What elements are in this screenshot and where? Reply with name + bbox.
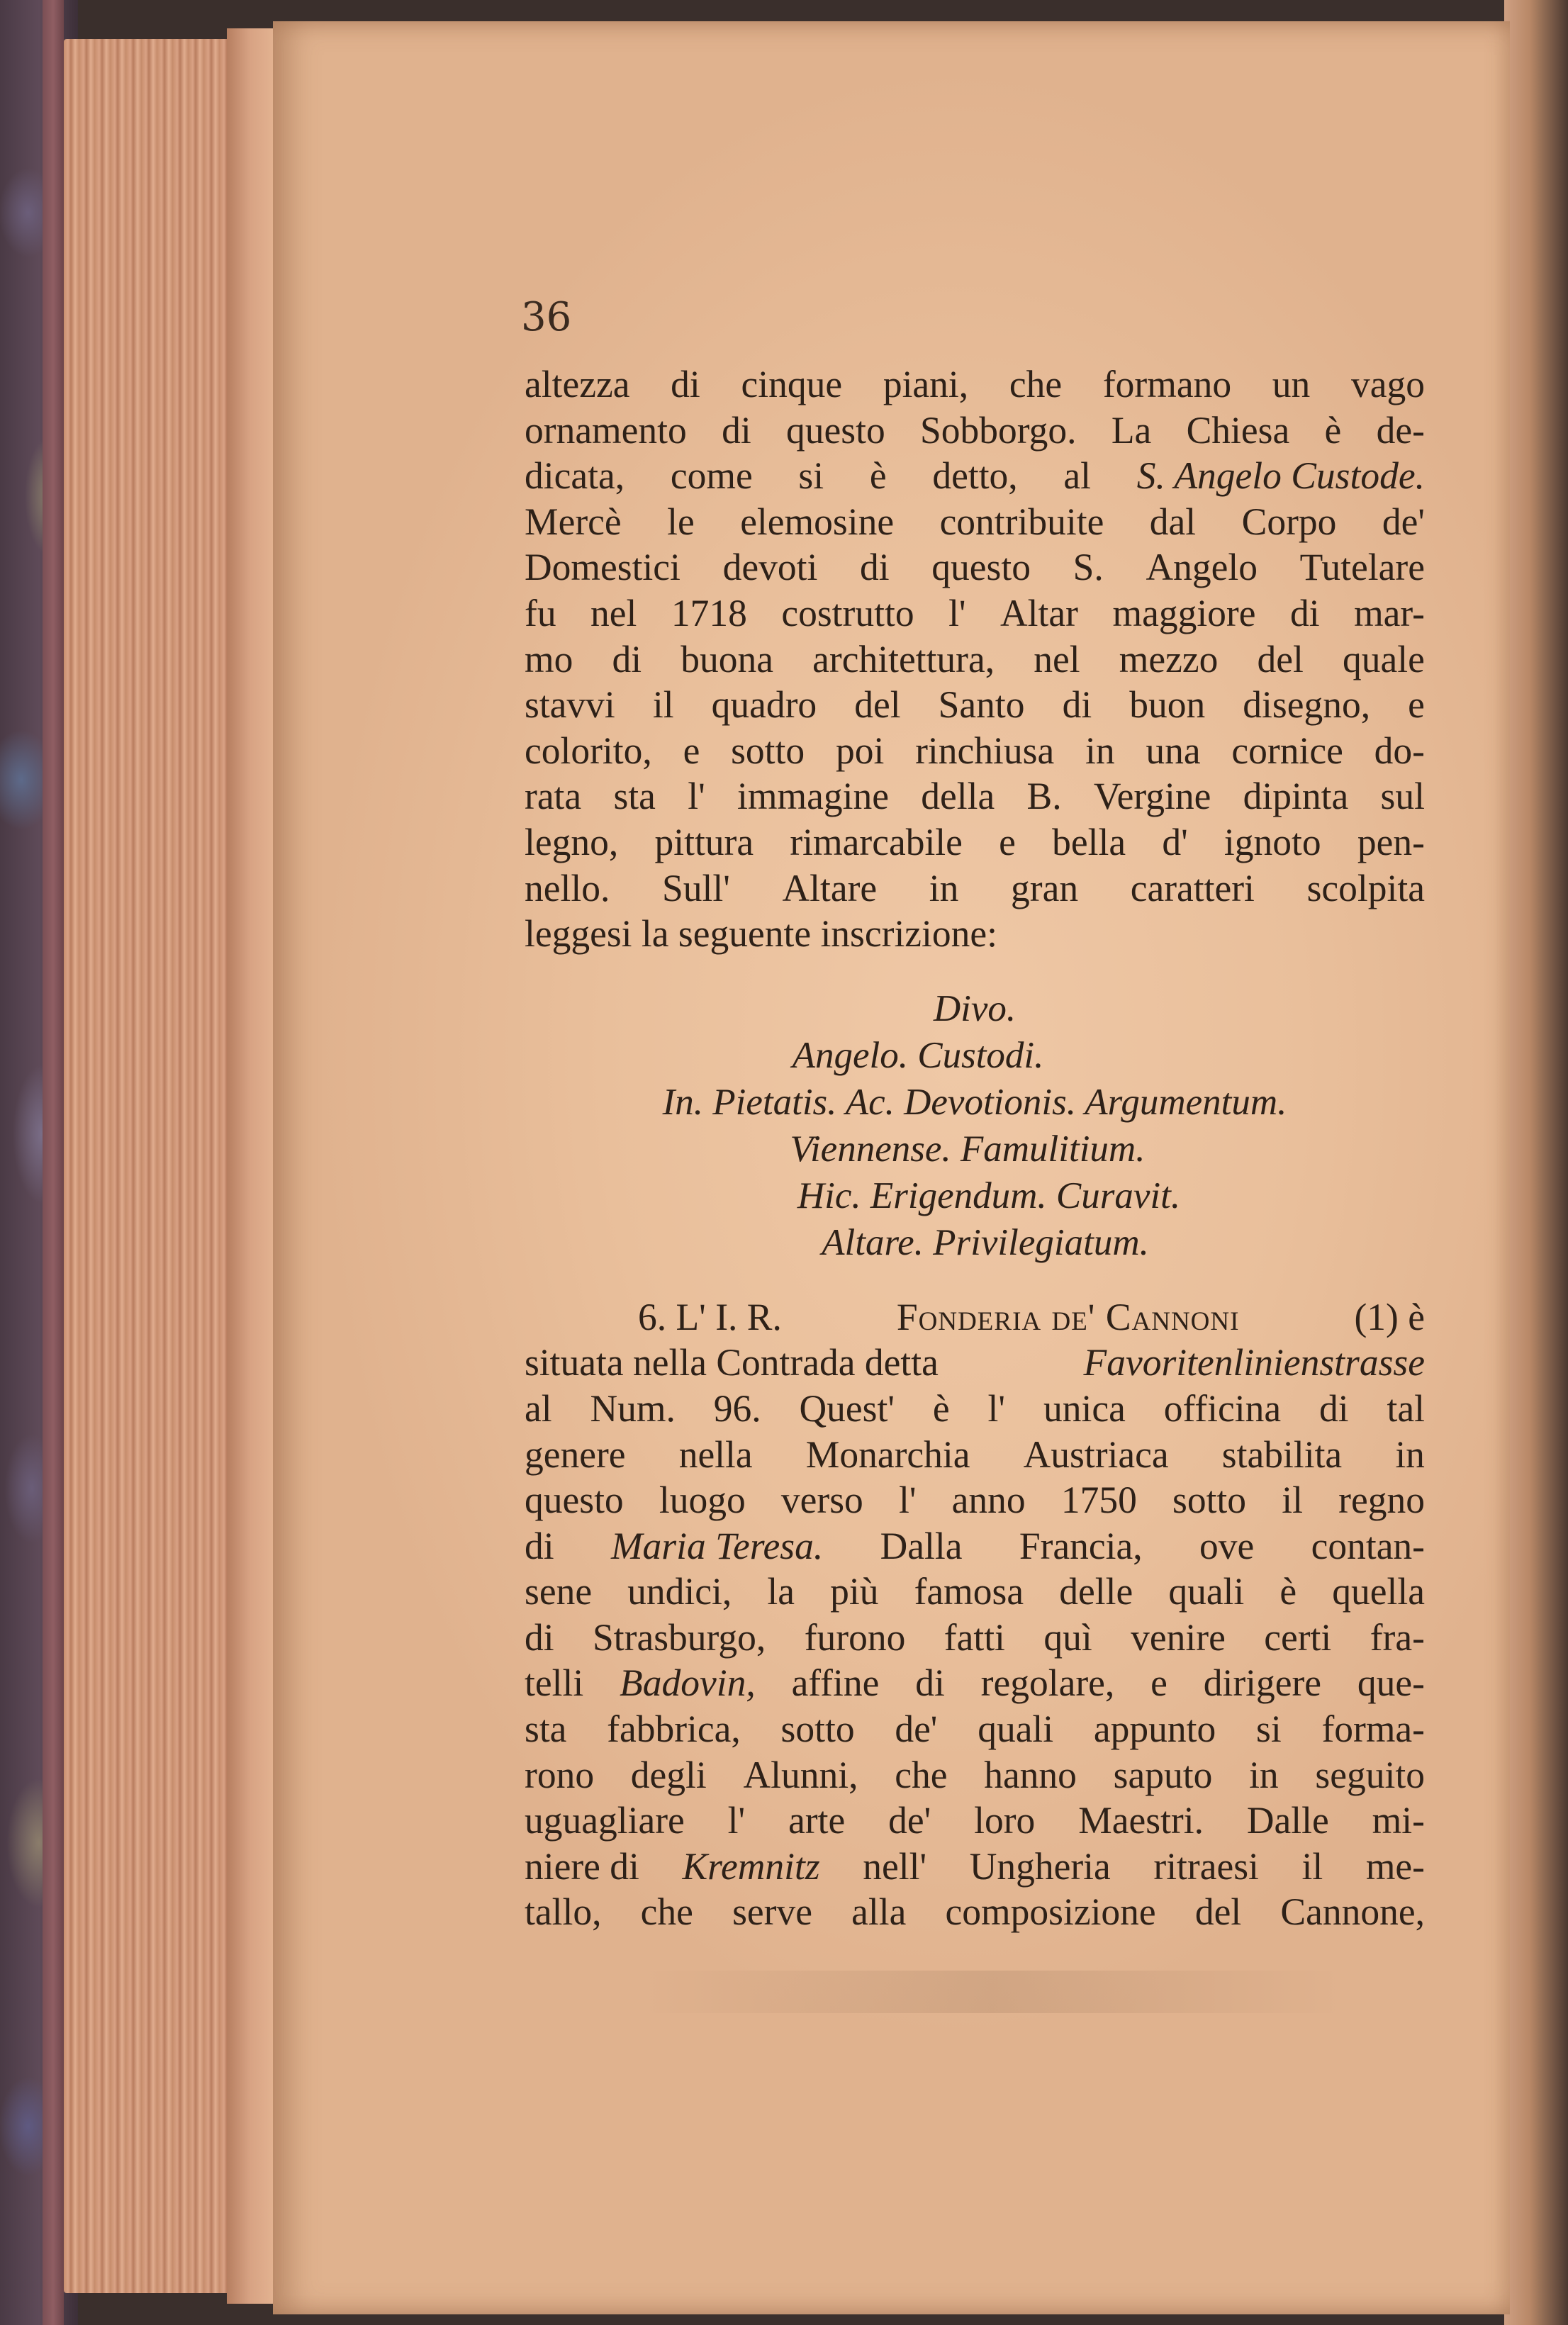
place-name: Kremnitz bbox=[682, 1844, 820, 1888]
text-line bbox=[525, 1660, 1425, 1706]
street-name: Favoritenlinienstrasse bbox=[1083, 1341, 1425, 1384]
word: l' bbox=[898, 1479, 917, 1522]
text-line bbox=[525, 1569, 1425, 1615]
word: Mercè bbox=[525, 500, 622, 543]
word: questo bbox=[525, 1479, 624, 1522]
text-line bbox=[525, 1340, 1425, 1386]
word: composizione bbox=[945, 1890, 1156, 1934]
word: undici, bbox=[627, 1570, 732, 1613]
word: degli bbox=[630, 1753, 707, 1796]
word: La bbox=[1111, 408, 1152, 452]
word: fra- bbox=[1370, 1615, 1425, 1659]
text-segment: di bbox=[525, 1524, 554, 1567]
word: Alunni, bbox=[743, 1753, 858, 1796]
word: sta bbox=[613, 775, 656, 818]
word: furono bbox=[804, 1615, 906, 1659]
word: pen- bbox=[1357, 820, 1425, 863]
text-line: leggesi la seguente inscrizione: bbox=[525, 912, 998, 956]
text-line bbox=[525, 590, 1425, 637]
word: quali bbox=[1168, 1570, 1245, 1613]
word: sotto bbox=[731, 729, 805, 772]
word: disegno, bbox=[1243, 683, 1371, 727]
word: rono bbox=[525, 1753, 595, 1796]
cover-spine-edge bbox=[43, 0, 64, 2325]
text-line bbox=[525, 1798, 1425, 1844]
word: saputo bbox=[1113, 1753, 1213, 1796]
word: costrutto bbox=[781, 591, 914, 634]
word: di bbox=[612, 637, 642, 680]
word: rata bbox=[525, 775, 582, 818]
word: del bbox=[1194, 1890, 1242, 1934]
text-line bbox=[525, 819, 1425, 865]
word: dipinta bbox=[1243, 775, 1349, 818]
word: in bbox=[1395, 1433, 1425, 1476]
word: unica bbox=[1043, 1386, 1126, 1430]
word: elemosine bbox=[740, 500, 895, 543]
text-line bbox=[525, 1386, 1425, 1432]
word: bella bbox=[1052, 820, 1126, 863]
word: e bbox=[1150, 1662, 1167, 1705]
inscription-line: In. Pietatis. Ac. Devotionis. Argumentum. bbox=[662, 1081, 1287, 1123]
word: fu bbox=[525, 591, 556, 634]
word: che bbox=[895, 1753, 948, 1796]
word: nel bbox=[590, 591, 637, 634]
person-name: Badovin, bbox=[620, 1662, 756, 1705]
word: maggiore bbox=[1112, 591, 1256, 634]
word: dicata, bbox=[525, 454, 625, 498]
word: famosa bbox=[914, 1570, 1024, 1613]
text-line bbox=[525, 408, 1425, 454]
word: poi bbox=[835, 729, 885, 772]
inscription-line: Hic. Erigendum. Curavit. bbox=[797, 1175, 1181, 1216]
footnote-marker: (1) è bbox=[1354, 1295, 1425, 1338]
text-line bbox=[525, 499, 1425, 545]
word: il bbox=[652, 683, 674, 727]
word: serve bbox=[732, 1890, 812, 1934]
word: quali bbox=[978, 1708, 1054, 1751]
word: è bbox=[869, 454, 887, 498]
inscription-line: Divo. bbox=[933, 987, 1017, 1029]
paragraph-2-part-c bbox=[525, 1706, 1425, 1844]
word: di bbox=[1289, 591, 1320, 634]
text-segment: telli bbox=[525, 1662, 584, 1705]
word: legno, bbox=[525, 820, 619, 863]
text-line bbox=[525, 1477, 1425, 1523]
word: in bbox=[929, 866, 959, 909]
word: come bbox=[670, 454, 753, 498]
word: sene bbox=[525, 1570, 593, 1613]
word: si bbox=[1256, 1708, 1282, 1751]
word: Austriaca bbox=[1023, 1433, 1169, 1476]
word: loro bbox=[974, 1799, 1036, 1842]
word: gran bbox=[1011, 866, 1079, 909]
word: Sobborgo. bbox=[920, 408, 1077, 452]
word: regno bbox=[1338, 1479, 1425, 1522]
word: de' bbox=[895, 1708, 938, 1751]
word: S. Angelo Custode. bbox=[1136, 454, 1425, 498]
word: nell' bbox=[863, 1844, 927, 1888]
paragraph-1-last-line bbox=[525, 911, 1425, 957]
word: immagine bbox=[737, 775, 889, 818]
word: arte bbox=[788, 1799, 846, 1842]
word: nel bbox=[1034, 637, 1080, 680]
word: Francia, bbox=[1019, 1524, 1143, 1567]
word: Altare bbox=[782, 866, 878, 909]
word: de' bbox=[1382, 500, 1425, 543]
word: de- bbox=[1376, 408, 1425, 452]
word: officina bbox=[1163, 1386, 1282, 1430]
word: il bbox=[1282, 1479, 1303, 1522]
word: Chiesa bbox=[1186, 408, 1290, 452]
word: quì bbox=[1043, 1615, 1092, 1659]
word: de' bbox=[888, 1799, 931, 1842]
word: anno bbox=[951, 1479, 1026, 1522]
inscription-line: Viennense. Famulitium. bbox=[790, 1128, 1146, 1170]
word: d' bbox=[1162, 820, 1188, 863]
word: questo bbox=[931, 546, 1031, 589]
word: la bbox=[767, 1570, 795, 1613]
word: ritraesi bbox=[1153, 1844, 1259, 1888]
text-line bbox=[525, 453, 1425, 499]
word: una bbox=[1146, 729, 1201, 772]
word: e bbox=[1408, 683, 1425, 727]
word: hanno bbox=[984, 1753, 1077, 1796]
word: verso bbox=[780, 1479, 863, 1522]
word: detto, bbox=[932, 454, 1018, 498]
word: del bbox=[1257, 637, 1304, 680]
word: si bbox=[798, 454, 824, 498]
word: del bbox=[854, 683, 901, 727]
section-number: 6. L' I. R. bbox=[638, 1295, 782, 1338]
word: Domestici bbox=[525, 546, 681, 589]
right-page-edge bbox=[1504, 0, 1568, 2325]
word: 1750 bbox=[1060, 1479, 1137, 1522]
word: certi bbox=[1264, 1615, 1332, 1659]
word: Maestri. bbox=[1078, 1799, 1204, 1842]
word: nella bbox=[678, 1433, 753, 1476]
word: il bbox=[1301, 1844, 1323, 1888]
word: luogo bbox=[659, 1479, 746, 1522]
word: di bbox=[1062, 683, 1092, 727]
word: Cannone, bbox=[1280, 1890, 1425, 1934]
word: contribuite bbox=[939, 500, 1104, 543]
word: seguito bbox=[1315, 1753, 1425, 1796]
word: di bbox=[915, 1662, 945, 1705]
text-segment: situata nella Contrada detta bbox=[525, 1341, 939, 1384]
altar-inscription bbox=[525, 985, 1425, 1266]
word: di bbox=[671, 363, 700, 405]
text-line bbox=[525, 637, 1425, 683]
inscription-line: Angelo. Custodi. bbox=[792, 1034, 1044, 1076]
word: e bbox=[999, 820, 1016, 863]
word: architettura, bbox=[812, 637, 995, 680]
word: Num. bbox=[590, 1386, 676, 1430]
word: Vergine bbox=[1093, 775, 1211, 818]
word: alla bbox=[851, 1890, 907, 1934]
word: ove bbox=[1199, 1524, 1255, 1567]
word: nello. bbox=[525, 866, 610, 909]
word: quale bbox=[1343, 637, 1425, 680]
word: Altar bbox=[1000, 591, 1078, 634]
person-name: Maria Teresa. bbox=[610, 1524, 824, 1567]
word: mi- bbox=[1372, 1799, 1425, 1842]
word: più bbox=[830, 1570, 879, 1613]
word: altezza bbox=[525, 363, 630, 405]
word: mezzo bbox=[1119, 637, 1219, 680]
word: che bbox=[640, 1890, 693, 1934]
word: al bbox=[1063, 454, 1092, 498]
word: sotto bbox=[1172, 1479, 1247, 1522]
text-line bbox=[525, 865, 1425, 912]
word: è bbox=[1324, 408, 1342, 452]
word: è bbox=[1279, 1570, 1297, 1613]
word: Corpo bbox=[1241, 500, 1337, 543]
word: piani, bbox=[883, 363, 969, 405]
text-line bbox=[525, 1432, 1425, 1478]
word: devoti bbox=[722, 546, 818, 589]
word: Dalle bbox=[1246, 1799, 1329, 1842]
word: che bbox=[1009, 363, 1063, 405]
word: l' bbox=[688, 775, 705, 818]
word: cinque bbox=[741, 363, 843, 405]
word: sta bbox=[525, 1708, 567, 1751]
word: buon bbox=[1129, 683, 1206, 727]
word: un bbox=[1272, 363, 1311, 405]
word: quadro bbox=[711, 683, 817, 727]
word: buona bbox=[681, 637, 774, 680]
word: Angelo bbox=[1146, 546, 1258, 589]
text-line bbox=[525, 682, 1425, 728]
word: l' bbox=[948, 591, 966, 634]
word: fatti bbox=[943, 1615, 1005, 1659]
word: questo bbox=[786, 408, 885, 452]
word: affine bbox=[791, 1662, 880, 1705]
word: Santo bbox=[938, 683, 1025, 727]
word: venire bbox=[1131, 1615, 1226, 1659]
word: me- bbox=[1365, 1844, 1425, 1888]
word: regolare, bbox=[980, 1662, 1115, 1705]
word: que- bbox=[1357, 1662, 1425, 1705]
word: Ungheria bbox=[969, 1844, 1111, 1888]
word: è bbox=[932, 1386, 950, 1430]
word: dirigere bbox=[1203, 1662, 1322, 1705]
text-line bbox=[525, 1889, 1425, 1935]
text-line bbox=[525, 1844, 1425, 1890]
word: fabbrica, bbox=[607, 1708, 741, 1751]
text-line bbox=[525, 544, 1425, 590]
word: mo bbox=[525, 637, 573, 680]
text-line bbox=[525, 1523, 1425, 1569]
paragraph-1 bbox=[525, 362, 1425, 911]
word: Quest' bbox=[799, 1386, 895, 1430]
word: Strasburgo, bbox=[593, 1615, 766, 1659]
word: Dalla bbox=[880, 1524, 963, 1567]
word: in bbox=[1085, 729, 1115, 772]
word: S. bbox=[1073, 546, 1104, 589]
word: 1718 bbox=[671, 591, 747, 634]
text-line bbox=[525, 362, 1425, 408]
text-line bbox=[525, 1706, 1425, 1752]
word: ornamento bbox=[525, 408, 687, 452]
paragraph-2-part-a bbox=[525, 1386, 1425, 1523]
word: do- bbox=[1374, 729, 1425, 772]
word: Tutelare bbox=[1299, 546, 1425, 589]
word: delle bbox=[1059, 1570, 1133, 1613]
word: di bbox=[859, 546, 890, 589]
word: di bbox=[525, 1615, 554, 1659]
word: appunto bbox=[1093, 1708, 1216, 1751]
text-line bbox=[525, 728, 1425, 774]
text-line bbox=[525, 1752, 1425, 1798]
word: l' bbox=[727, 1799, 746, 1842]
word: le bbox=[667, 500, 695, 543]
word: 96. bbox=[713, 1386, 761, 1430]
word: stabilita bbox=[1221, 1433, 1343, 1476]
word: sul bbox=[1380, 775, 1425, 818]
word: cornice bbox=[1231, 729, 1343, 772]
word: forma- bbox=[1321, 1708, 1425, 1751]
text-line bbox=[525, 1615, 1425, 1661]
word: ignoto bbox=[1223, 820, 1321, 863]
word: dal bbox=[1149, 500, 1197, 543]
page-number: 36 bbox=[521, 294, 572, 340]
word: di bbox=[1318, 1386, 1349, 1430]
section-title: Fonderia de' Cannoni bbox=[896, 1295, 1240, 1338]
text-segment: niere di bbox=[525, 1844, 639, 1888]
inscription-line: Altare. Privilegiatum. bbox=[822, 1221, 1149, 1263]
word: B. bbox=[1026, 775, 1062, 818]
page-text bbox=[525, 362, 1425, 1935]
word: al bbox=[525, 1386, 552, 1430]
word: mar- bbox=[1354, 591, 1425, 634]
word: contan- bbox=[1311, 1524, 1425, 1567]
paragraph-2-part-b bbox=[525, 1569, 1425, 1660]
word: genere bbox=[525, 1433, 626, 1476]
word: scolpita bbox=[1306, 866, 1425, 909]
word: formano bbox=[1102, 363, 1232, 405]
text-line bbox=[525, 773, 1425, 819]
word: Sull' bbox=[661, 866, 730, 909]
word: Monarchia bbox=[805, 1433, 970, 1476]
word: stavvi bbox=[525, 683, 615, 727]
word: della bbox=[921, 775, 995, 818]
word: tal bbox=[1387, 1386, 1425, 1430]
bleed-through-footnote bbox=[638, 1971, 1347, 2013]
word: sotto bbox=[780, 1708, 855, 1751]
word: e bbox=[683, 729, 700, 772]
word: colorito, bbox=[525, 729, 652, 772]
word: rinchiusa bbox=[915, 729, 1055, 772]
word: rimarcabile bbox=[790, 820, 963, 863]
word: l' bbox=[987, 1386, 1006, 1430]
word: tallo, bbox=[525, 1890, 602, 1934]
word: in bbox=[1249, 1753, 1279, 1796]
word: di bbox=[722, 408, 751, 452]
word: pittura bbox=[654, 820, 754, 863]
word: vago bbox=[1350, 363, 1425, 405]
section-heading bbox=[525, 1294, 1425, 1340]
word: caratteri bbox=[1130, 866, 1255, 909]
word: quella bbox=[1332, 1570, 1425, 1613]
word: uguagliare bbox=[525, 1799, 685, 1842]
